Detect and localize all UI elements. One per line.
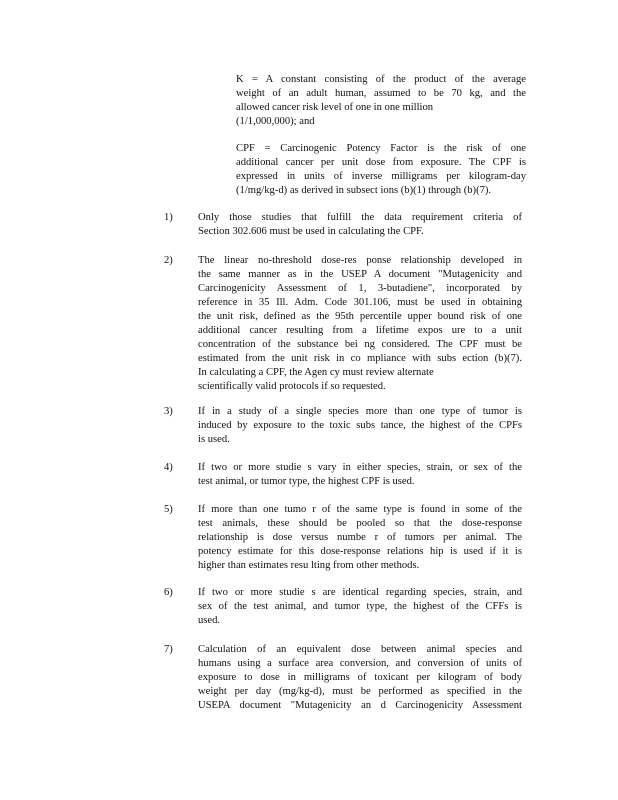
text-line: humans using a surface area conversion, and conversion of units of (198, 658, 522, 669)
text-line: Carcinogenicity Assessment of 1, 3-butadiene", incorporated by (198, 283, 522, 294)
text-line: If in a study of a single species more than one type of tumor is (198, 406, 522, 417)
item-body (198, 586, 522, 628)
text-line: Section 302.606 must be used in calculating the CPF. (198, 226, 424, 237)
text-line: allowed cancer risk level of one in one million (236, 102, 434, 113)
text-line: is used. (198, 434, 230, 445)
text-line: concentration of the substance bei ng considered. The CPF must be (198, 339, 522, 350)
text-line: Calculation of an equivalent dose between animal species and (198, 644, 522, 655)
text-line: higher than estimates resu lting from other methods. (198, 560, 420, 571)
text-line: In calculating a CPF, the Agen cy must review alternate (198, 367, 434, 378)
item-number: 6) (164, 587, 173, 598)
item-body (198, 254, 522, 394)
text-line: sex of the test animal, and tumor type, the highest of the CFFs is (198, 601, 522, 612)
item-body (198, 211, 522, 239)
text-line: (1/mg/kg-d) as derived in subsect ions (b)(1) through (b)(7). (236, 185, 492, 196)
text-line: test animals, these should be pooled so that the dose-response (198, 518, 522, 529)
text-line: expressed in units of inverse milligrams per kilogram-day (236, 171, 526, 182)
text-line: the same manner as in the USEP A document "Mutagenicity and (198, 269, 522, 280)
item-body (198, 643, 522, 713)
item-number: 2) (164, 255, 173, 266)
text-line: CPF = Carcinogenic Potency Factor is the risk of one (236, 143, 526, 154)
text-line: (1/1,000,000); and (236, 116, 315, 127)
text-line: weight of an adult human, assumed to be 70 kg, and the (236, 88, 526, 99)
definition-cpf (236, 142, 526, 198)
text-line: relationship is dose versus numbe r of tumors per animal. The (198, 532, 522, 543)
text-line: additional cancer resulting from a lifetime expos ure to a unit (198, 325, 522, 336)
text-line: weight per day (mg/kg-d), must be performed as specified in the (198, 686, 522, 697)
item-number: 1) (164, 212, 173, 223)
text-line: exposure to dose in milligrams of toxicant per kilogram of body (198, 672, 522, 683)
item-number: 4) (164, 462, 173, 473)
text-line: test animal, or tumor type, the highest CPF is used. (198, 476, 415, 487)
text-line: potency estimate for this dose-response relations hip is used if it is (198, 546, 522, 557)
definition-k (236, 73, 526, 129)
text-line: scientifically valid protocols if so requested. (198, 381, 386, 392)
text-line: the unit risk, defined as the 95th percentile upper bound risk of one (198, 311, 522, 322)
item-number: 3) (164, 406, 173, 417)
item-number: 7) (164, 644, 173, 655)
item-body (198, 503, 522, 573)
item-body (198, 405, 522, 447)
text-line: additional cancer per unit dose from exposure. The CPF is (236, 157, 526, 168)
text-line: reference in 35 Ill. Adm. Code 301.106, must be used in obtaining (198, 297, 522, 308)
item-body (198, 461, 522, 489)
text-line: USEPA document "Mutagenicity an d Carcinogenicity Assessment (198, 700, 522, 711)
text-line: induced by exposure to the toxic subs tance, the highest of the CPFs (198, 420, 522, 431)
text-line: K = A constant consisting of the product of the average (236, 74, 526, 85)
text-line: The linear no-threshold dose-res ponse relationship developed in (198, 255, 522, 266)
text-line: estimated from the unit risk in co mpliance with subs ection (b)(7). (198, 353, 522, 364)
item-number: 5) (164, 504, 173, 515)
text-line: If two or more studie s are identical regarding species, strain, and (198, 587, 522, 598)
text-line: If two or more studie s vary in either species, strain, or sex of the (198, 462, 522, 473)
text-line: Only those studies that fulfill the data requirement criteria of (198, 212, 522, 223)
text-line: used. (198, 615, 221, 626)
text-line: If more than one tumo r of the same type is found in some of the (198, 504, 522, 515)
